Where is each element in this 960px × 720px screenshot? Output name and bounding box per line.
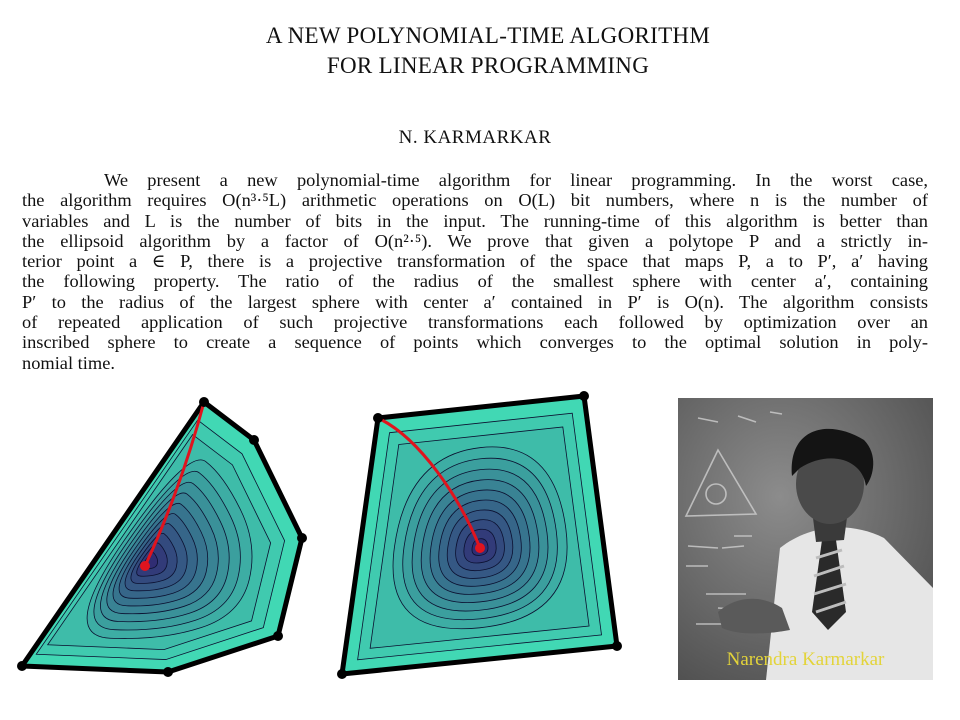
contour-levels bbox=[22, 402, 302, 672]
photo-caption: Narendra Karmarkar bbox=[726, 649, 885, 670]
transformed-polytope-figure bbox=[330, 388, 640, 688]
abstract bbox=[22, 170, 928, 373]
abstract-line: We present a new polynomial-time algorithm for linear programming. In the worst case, bbox=[104, 170, 928, 190]
paper-title-line-2: FOR LINEAR PROGRAMMING bbox=[326, 53, 650, 78]
vertex-marker bbox=[297, 533, 307, 543]
abstract-line: the algorithm requires O(n³·⁵L) arithmetic operations on O(L) bit numbers, where n is the number of bbox=[22, 190, 928, 211]
vertex-marker bbox=[612, 641, 622, 651]
vertex-marker bbox=[249, 435, 259, 445]
abstract-line: the following property. The ratio of the radius of the smallest sphere with center a′, containing bbox=[22, 271, 928, 292]
author-photo-illustration bbox=[678, 398, 933, 680]
vertex-marker bbox=[17, 661, 27, 671]
vertex-marker bbox=[373, 413, 383, 423]
vertex-marker bbox=[163, 667, 173, 677]
vertex-marker bbox=[273, 631, 283, 641]
author-photo bbox=[678, 398, 933, 680]
abstract-line: of repeated application of such projective transformations each followed by optimization over an bbox=[22, 312, 928, 333]
abstract-line: the ellipsoid algorithm by a factor of O(n²·⁵). We prove that given a polytope P and a strictly in- bbox=[22, 230, 928, 251]
contour-levels bbox=[342, 396, 617, 674]
abstract-line: inscribed sphere to create a sequence of points which converges to the optimal solution in poly- bbox=[22, 332, 928, 353]
vertex-marker bbox=[579, 391, 589, 401]
abstract-line: P′ to the radius of the largest sphere with center a′ contained in P′ is O(n). The algorithm consists bbox=[22, 291, 928, 312]
abstract-line: variables and L is the number of bits in the input. The running-time of this algorithm is better than bbox=[22, 210, 928, 231]
interior-point-marker bbox=[475, 543, 485, 553]
abstract-line: terior point a ∈ P, there is a projective transformation of the space that maps P, a to P′, a′ having bbox=[22, 251, 928, 272]
polytope-contour-figure bbox=[0, 390, 340, 690]
abstract-line: nomial time. bbox=[22, 352, 115, 373]
vertex-marker bbox=[337, 669, 347, 679]
vertex-marker bbox=[199, 397, 209, 407]
paper-author: N. KARMARKAR bbox=[398, 127, 552, 148]
interior-point-marker bbox=[140, 561, 150, 571]
paper-title-line-1: A NEW POLYNOMIAL-TIME ALGORITHM bbox=[265, 23, 711, 48]
